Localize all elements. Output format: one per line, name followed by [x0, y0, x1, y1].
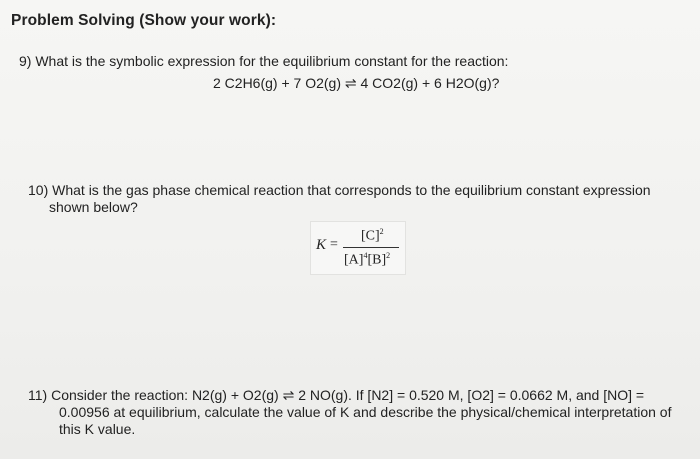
question-11-line-2: 0.00956 at equilibrium, calculate the value of K and describe the physical/chemical interpretation of — [59, 404, 672, 420]
denominator-b-exponent: 2 — [386, 251, 391, 260]
question-11-line-1: 11) Consider the reaction: N2(g) + O2(g) ⇌ 2 NO(g). If [N2] = 0.520 M, [O2] = 0.0662 M, and [NO] = — [28, 387, 645, 403]
question-11-line-3: this K value. — [59, 421, 136, 437]
question-9-equation: 2 C2H6(g) + 7 O2(g) ⇌ 4 CO2(g) + 6 H2O(g)? — [213, 75, 500, 91]
denominator-b: [B] — [367, 252, 387, 268]
question-9-text: 9) What is the symbolic expression for the equilibrium constant for the reaction: — [19, 53, 509, 69]
numerator-term: [C] — [361, 228, 380, 244]
question-10-line-1: 10) What is the gas phase chemical reaction that corresponds to the equilibrium constant expression — [28, 182, 651, 198]
numerator-exponent: 2 — [379, 227, 384, 236]
section-heading: Problem Solving (Show your work): — [11, 12, 277, 29]
question-11 — [28, 387, 688, 438]
k-symbol: K — [316, 237, 327, 253]
denominator-a: [A] — [344, 252, 364, 268]
denominator — [344, 251, 390, 269]
equals-sign: = — [330, 237, 338, 252]
fraction-bar — [343, 247, 399, 248]
question-10-line-2: shown below? — [49, 199, 138, 215]
equilibrium-constant-expression — [310, 221, 406, 275]
denominator-a-exponent: 4 — [363, 251, 368, 260]
numerator — [361, 227, 384, 245]
question-10 — [28, 182, 688, 216]
